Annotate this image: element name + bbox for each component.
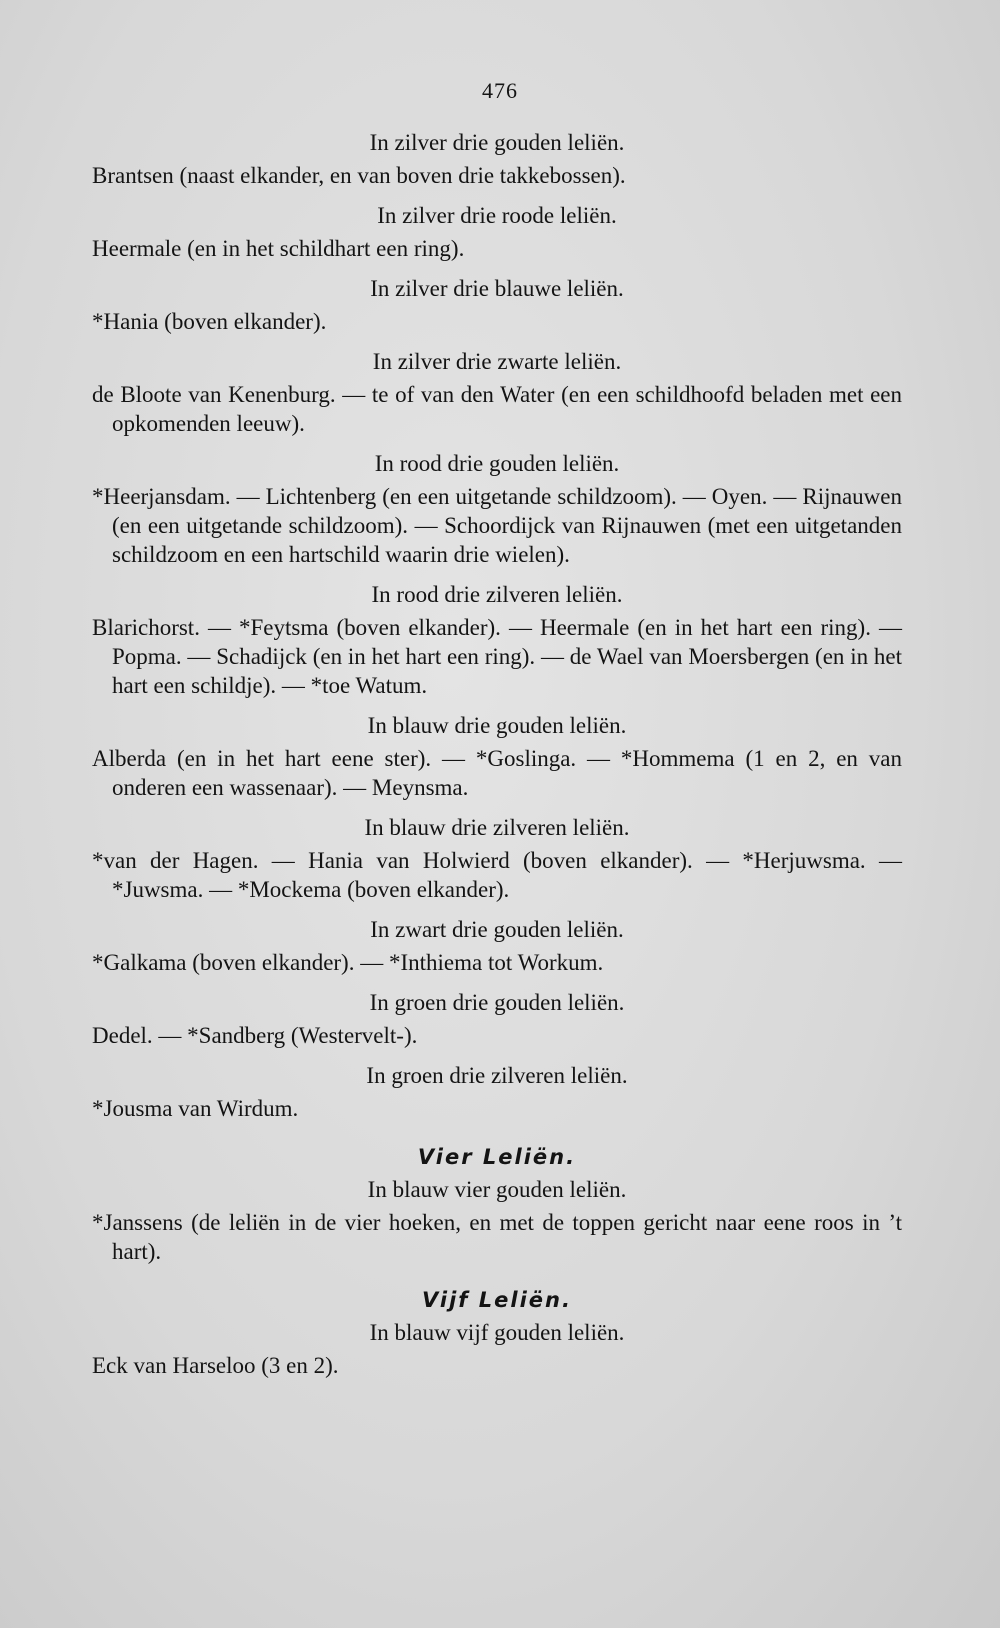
section-title-vier: Vier Leliën. xyxy=(417,1145,577,1169)
entry-van-der-hagen: *van der Hagen. — Hania van Holwierd (boven elkander). — *Herjuwsma. — *Juwsma. — *Mockema (boven elkander). xyxy=(92,848,902,902)
entry-eck: Eck van Harseloo (3 en 2). xyxy=(92,1353,339,1378)
heading-zilver-roode: In zilver drie roode leliën. xyxy=(377,203,617,228)
heading-blauw-zilveren: In blauw drie zilveren leliën. xyxy=(364,815,630,840)
heading-groen-gouden: In groen drie gouden leliën. xyxy=(369,990,625,1015)
entry-alberda: Alberda (en in het hart eene ster). — *Goslinga. — *Hommema (1 en 2, en van onderen een wassenaar). — Meynsma. xyxy=(92,746,902,800)
heading-blauw-gouden: In blauw drie gouden leliën. xyxy=(367,713,627,738)
heading-zwart-gouden: In zwart drie gouden leliën. xyxy=(370,917,624,942)
section-title-vijf: Vijf Leliën. xyxy=(422,1288,572,1312)
entry-bloote: de Bloote van Kenenburg. — te of van den Water (en een schildhoofd beladen met een opkomenden leeuw). xyxy=(92,382,902,436)
page-number: 476 xyxy=(482,78,518,103)
heading-zilver-blauwe: In zilver drie blauwe leliën. xyxy=(370,276,624,301)
heading-zilver-gouden: In zilver drie gouden leliën. xyxy=(369,130,625,155)
heading-groen-zilveren: In groen drie zilveren leliën. xyxy=(366,1063,628,1088)
entry-heermale: Heermale (en in het schildhart een ring). xyxy=(92,236,465,261)
entry-brantsen: Brantsen (naast elkander, en van boven drie takkebossen). xyxy=(92,163,626,188)
entry-hania: *Hania (boven elkander). xyxy=(92,309,327,334)
heading-blauw-vier: In blauw vier gouden leliën. xyxy=(367,1177,627,1202)
heading-zilver-zwarte: In zilver drie zwarte leliën. xyxy=(372,349,622,374)
entry-jousma: *Jousma van Wirdum. xyxy=(92,1096,299,1121)
heading-blauw-vijf: In blauw vijf gouden leliën. xyxy=(369,1320,625,1345)
entry-galkama: *Galkama (boven elkander). — *Inthiema tot Workum. xyxy=(92,950,604,975)
text-body xyxy=(92,128,902,1391)
heading-rood-gouden: In rood drie gouden leliën. xyxy=(374,451,620,476)
entry-dedel: Dedel. — *Sandberg (Westervelt-). xyxy=(92,1023,418,1048)
heading-rood-zilveren: In rood drie zilveren leliën. xyxy=(371,582,623,607)
entry-janssens: *Janssens (de leliën in de vier hoeken, en met de toppen gericht naar eene roos in ’t hart). xyxy=(92,1210,902,1264)
entry-heerjansdam: *Heerjansdam. — Lichtenberg (en een uitgetande schildzoom). — Oyen. — Rijnauwen (en een uitgetande schildzoom). — Schoordijck van Rijnauwen (met een uitgetanden schildzoom en een hartschild waarin drie wielen). xyxy=(92,484,902,567)
entry-blarichorst: Blarichorst. — *Feytsma (boven elkander). — Heermale (en in het hart een ring). — Popma. — Schadijck (en in het hart een ring). — de Wael van Moersbergen (en in het hart een schildje). — *toe Watum. xyxy=(92,615,902,698)
